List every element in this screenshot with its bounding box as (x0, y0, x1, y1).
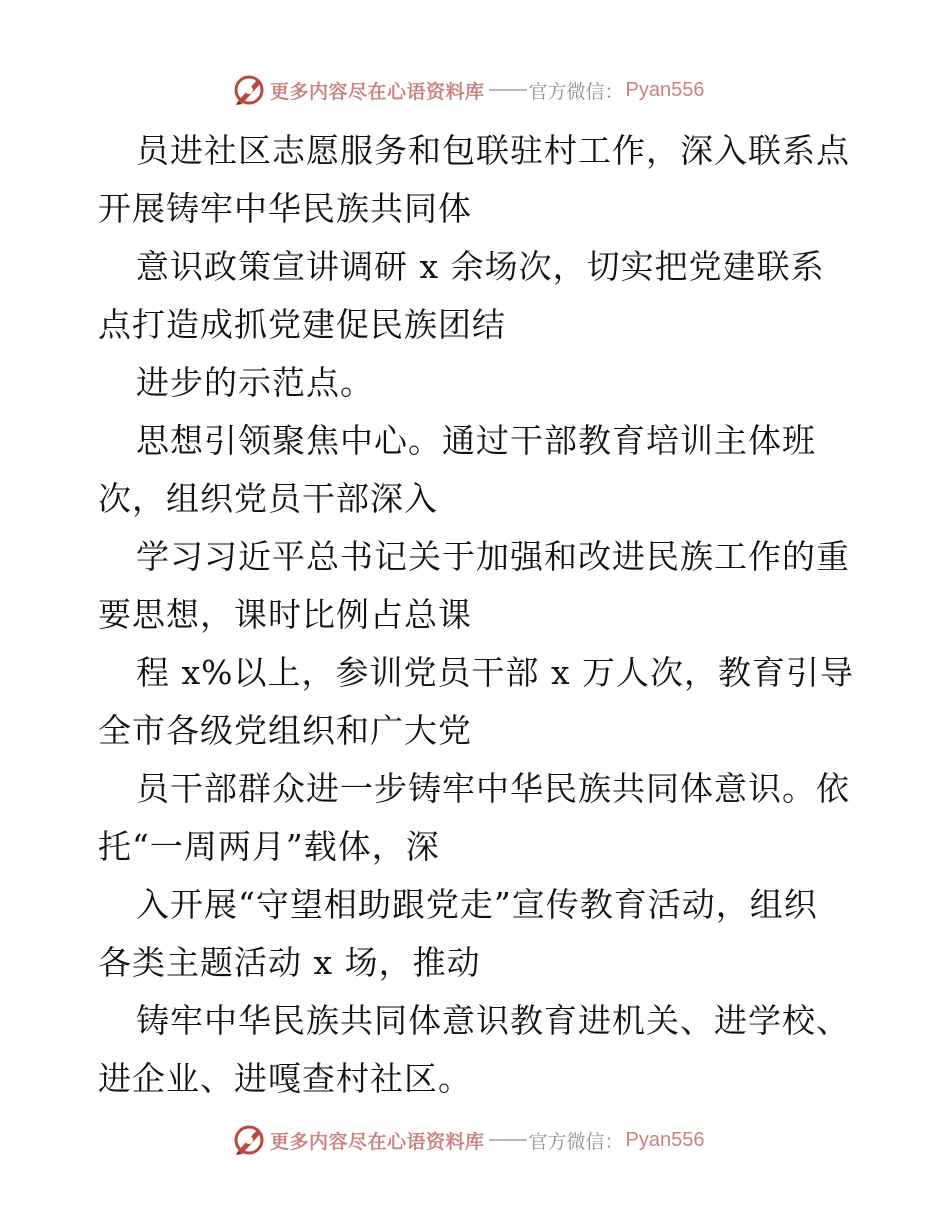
text-line: 思想引领聚焦中心。通过干部教育培训主体班 (136, 421, 816, 460)
banner-wechat-id: Pyan556 (625, 1128, 705, 1151)
banner-wechat-id: Pyan556 (625, 78, 705, 101)
text-line: 入开展“守望相助跟党走”宣传教育活动，组织 (136, 885, 818, 924)
text-line: 员进社区志愿服务和包联驻村工作，深入联系点 (136, 131, 850, 170)
text-line: 进企业、进嘎查村社区。 (98, 1059, 472, 1098)
text-line: 全市各级党组织和广大党 (98, 711, 472, 750)
banner-text: 更多内容尽在心语资料库 (270, 1130, 485, 1153)
body-text (98, 122, 868, 1108)
text-line: 开展铸牢中华民族共同体 (98, 189, 472, 228)
text-line: 次，组织党员干部深入 (98, 479, 438, 518)
text-line: 点打造成抓党建促民族团结 (98, 305, 506, 344)
banner-separator (489, 1139, 527, 1141)
text-line: 要思想，课时比例占总课 (98, 595, 472, 634)
text-line: 意识政策宣讲调研 x 余场次，切实把党建联系 (136, 247, 825, 286)
footer-banner (232, 1122, 712, 1158)
text-line: 进步的示范点。 (136, 363, 374, 402)
header-banner (232, 72, 712, 108)
banner-wechat-label: 官方微信： (528, 1130, 624, 1153)
banner-separator (489, 89, 527, 91)
text-line: 员干部群众进一步铸牢中华民族共同体意识。依 (136, 769, 850, 808)
text-line: 铸牢中华民族共同体意识教育进机关、进学校、 (136, 1001, 850, 1040)
banner-text: 更多内容尽在心语资料库 (270, 80, 485, 103)
text-line: 托“一周两月”载体，深 (98, 827, 440, 866)
pen-circle-logo-icon (232, 1123, 266, 1157)
banner-wechat-label: 官方微信： (528, 80, 624, 103)
text-line: 学习习近平总书记关于加强和改进民族工作的重 (136, 537, 850, 576)
text-line: 程 x%以上，参训党员干部 x 万人次，教育引导 (136, 653, 855, 692)
pen-circle-logo-icon (232, 73, 266, 107)
text-line: 各类主题活动 x 场，推动 (98, 943, 481, 982)
